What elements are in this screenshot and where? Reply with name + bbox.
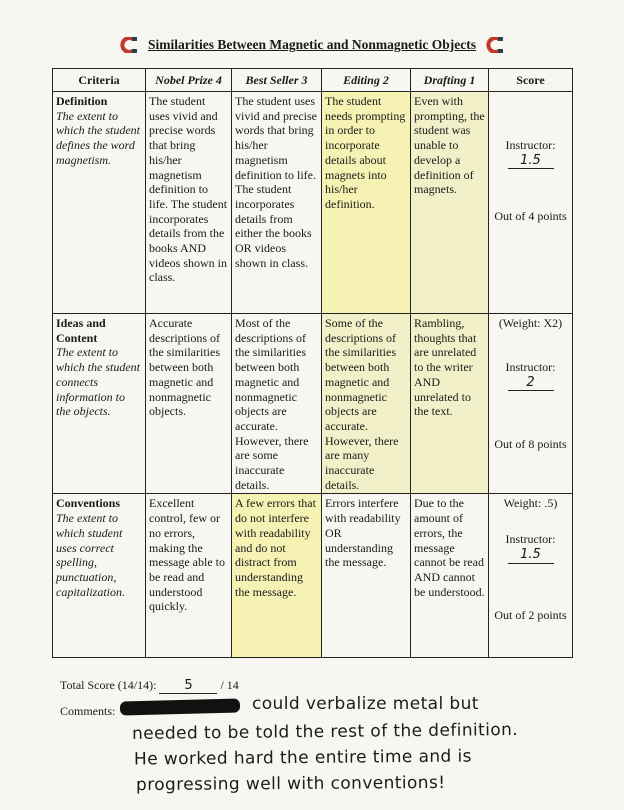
level-cell: The student uses vivid and precise words that bring his/her magnetism definition to life. The student incorporates details from either the books OR videos shown in class. [232, 92, 322, 314]
level-cell: Rambling, thoughts that are unrelated to the writer AND unrelated to the text. [411, 314, 489, 494]
total-suffix: / 14 [220, 678, 239, 692]
criteria-description: The extent to which the student connects information to the objects. [56, 345, 140, 419]
comments-label: Comments: [60, 704, 116, 718]
criteria-description: The extent to which student uses correct spelling, punctuation, capitalization. [56, 511, 125, 599]
criteria-title: Definition [56, 94, 108, 108]
points-label: Out of 4 points [494, 209, 567, 224]
instructor-score: 1.5 [508, 548, 554, 564]
header-row [53, 69, 573, 92]
redaction-mark [120, 698, 240, 715]
header-score: Score [489, 69, 573, 92]
instructor-label: Instructor: [505, 532, 556, 547]
level-cell: A few errors that do not interfere with readability and do not distract from understanding the message. [232, 494, 322, 658]
criteria-cell [53, 314, 146, 494]
level-cell: Most of the descriptions of the similarities between both magnetic and nonmagnetic objects are accurate. However, there are some inaccurate details. [232, 314, 322, 494]
document-title: Similarities Between Magnetic and Nonmagnetic Objects [147, 37, 477, 52]
comment-line: progressing well with conventions! [135, 772, 446, 796]
magnet-icon [484, 37, 506, 53]
level-cell: Due to the amount of errors, the message cannot be read AND cannot be understood. [411, 494, 489, 658]
header-level-2: Editing 2 [322, 69, 411, 92]
header-criteria: Criteria [53, 69, 146, 92]
header-level-4: Nobel Prize 4 [146, 69, 232, 92]
points-label: Out of 8 points [494, 437, 567, 452]
title-row [0, 34, 624, 56]
rubric-table [52, 68, 573, 658]
instructor-label: Instructor: [505, 138, 556, 152]
score-cell [489, 314, 573, 494]
header-level-3: Best Seller 3 [232, 69, 322, 92]
criteria-description: The extent to which the student defines the word magnetism. [56, 108, 140, 167]
weight-text [492, 94, 569, 138]
total-label: Total Score (14/14): [60, 678, 157, 692]
rubric-row-ideas [53, 314, 573, 494]
weight-text: (Weight: X2) [498, 316, 563, 330]
score-cell [489, 494, 573, 658]
comment-line: could verbalize metal but [252, 694, 479, 714]
header-level-1: Drafting 1 [411, 69, 489, 92]
level-cell: Some of the descriptions of the similarities between both magnetic and nonmagnetic objects are accurate. However, there are many inaccurate details. [322, 314, 411, 494]
level-cell: Accurate descriptions of the similarities between both magnetic and nonmagnetic objects. [146, 314, 232, 494]
level-cell: The student needs prompting in order to incorporate details about magnets into his/her definition. [322, 92, 411, 314]
comment-line: He worked hard the entire time and is [133, 746, 472, 770]
criteria-cell [53, 494, 146, 658]
magnet-icon [118, 37, 140, 53]
rubric-row-definition [53, 92, 573, 314]
criteria-title: Conventions [56, 496, 121, 511]
level-cell: The student uses vivid and precise words that bring his/her magnetism definition to life. The student incorporates details from the books AND videos shown in class. [146, 92, 232, 314]
instructor-score: 1.5 [508, 154, 554, 170]
points-label: Out of 2 points [494, 607, 567, 622]
criteria-title: Ideas and Content [56, 316, 106, 345]
level-cell: Errors interfere with readability OR understanding the message. [322, 494, 411, 658]
total-value: 5 [159, 678, 217, 694]
instructor-label: Instructor: [505, 360, 556, 374]
weight-text: Weight: .5) [503, 496, 558, 511]
instructor-score: 2 [508, 376, 554, 392]
total-score [60, 678, 239, 694]
score-cell [489, 92, 573, 314]
rubric-row-conventions [53, 494, 573, 658]
level-cell: Excellent control, few or no errors, making the message able to be read and understood quickly. [146, 494, 232, 658]
criteria-cell [53, 92, 146, 314]
comment-line: needed to be told the rest of the definition. [131, 719, 519, 745]
level-cell: Even with prompting, the student was unable to develop a definition of magnets. [411, 92, 489, 314]
